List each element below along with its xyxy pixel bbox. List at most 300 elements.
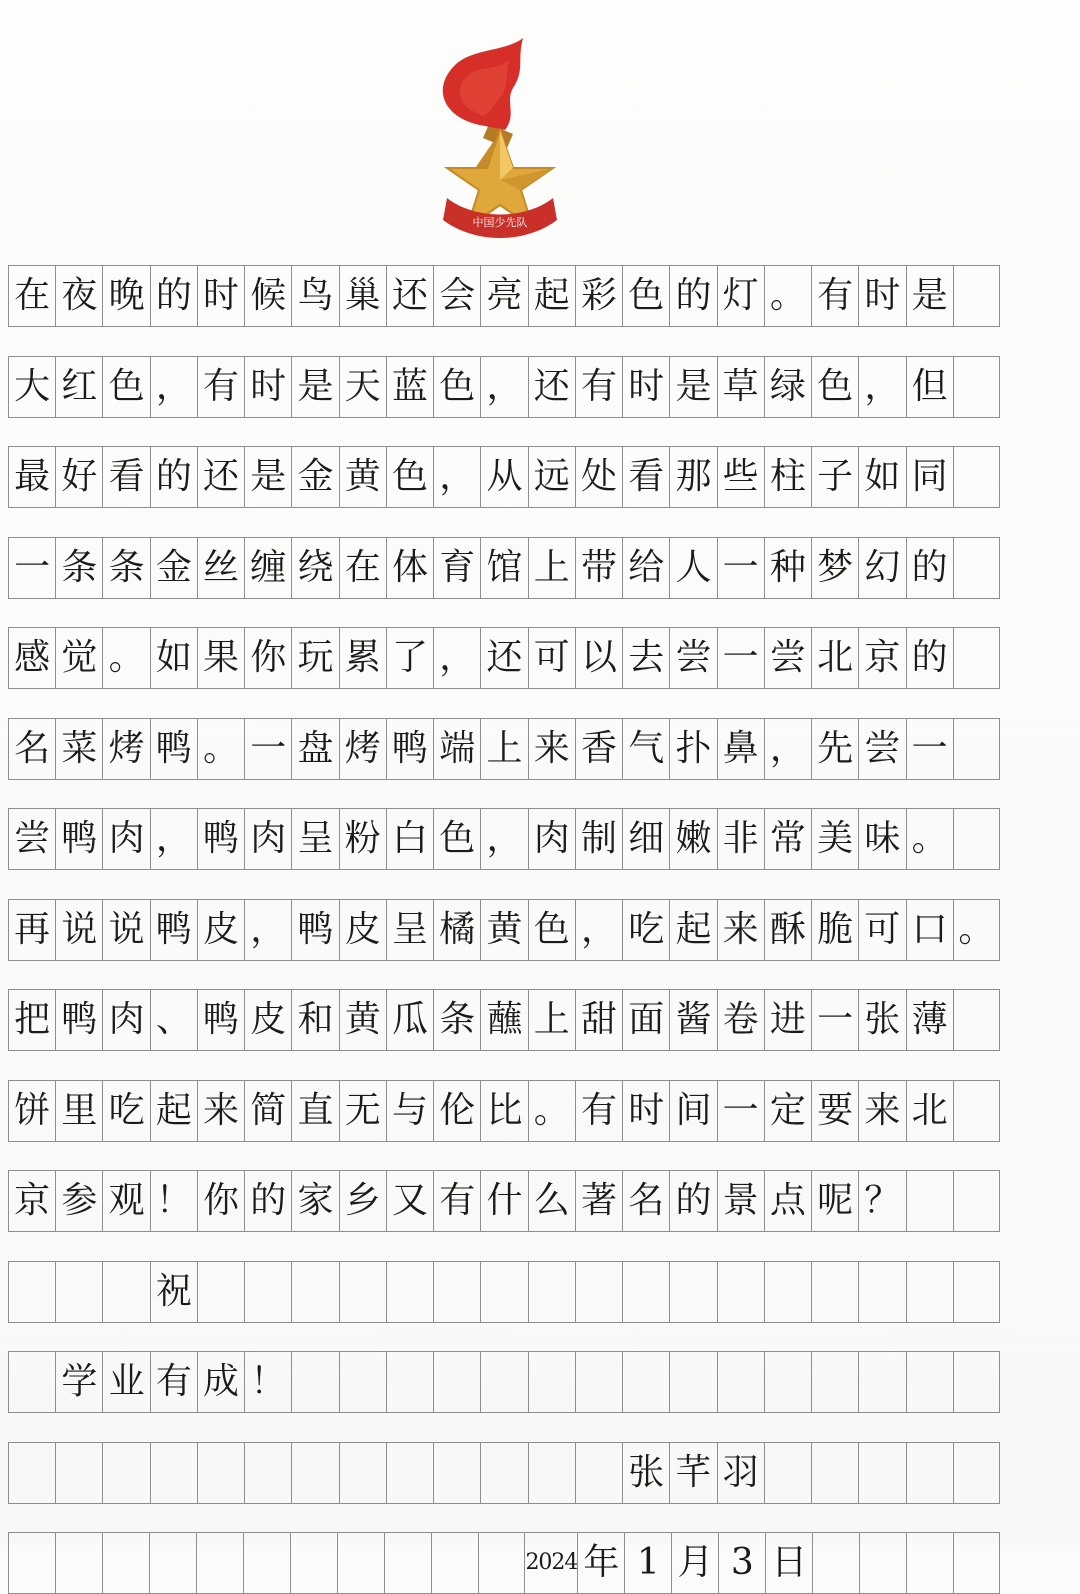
grid-cell xyxy=(337,1533,384,1593)
letter-char: 鸭 xyxy=(197,990,244,1050)
grid-cell xyxy=(858,1352,905,1412)
letter-char: 鸟 xyxy=(291,266,338,326)
letter-char: 感 xyxy=(8,628,55,688)
letter-char: 盘 xyxy=(291,719,338,779)
grid-cell xyxy=(8,1352,55,1412)
letter-char: 鸭 xyxy=(150,719,197,779)
letter-char: 色 xyxy=(528,900,575,960)
grid-cell xyxy=(339,1262,386,1322)
grid-cell xyxy=(858,1262,905,1322)
letter-char: 再 xyxy=(8,900,55,960)
letter-char: 什 xyxy=(480,1171,527,1231)
letter-char: 菜 xyxy=(55,719,102,779)
letter-char: 里 xyxy=(55,1081,102,1141)
letter-char: 么 xyxy=(528,1171,575,1231)
letter-char: 绿 xyxy=(764,357,811,417)
letter-char: 缠 xyxy=(244,538,291,598)
letter-char: 但 xyxy=(906,357,953,417)
grid-cell xyxy=(8,1262,55,1322)
letter-char: 草 xyxy=(717,357,764,417)
letter-char: 吃 xyxy=(102,1081,149,1141)
letter-char: 烤 xyxy=(339,719,386,779)
letter-char: 幻 xyxy=(858,538,905,598)
letter-char: 你 xyxy=(244,628,291,688)
grid-cell xyxy=(669,1262,716,1322)
letter-char: 肉 xyxy=(244,809,291,869)
letter-char: 金 xyxy=(150,538,197,598)
letter-char: 。 xyxy=(528,1081,575,1141)
letter-char: 金 xyxy=(291,447,338,507)
letter-char: 说 xyxy=(55,900,102,960)
signature-char: 芊 xyxy=(669,1443,716,1503)
letter-char: 如 xyxy=(858,447,905,507)
letter-char: 色 xyxy=(386,447,433,507)
letter-char: 时 xyxy=(197,266,244,326)
letter-char: 上 xyxy=(528,990,575,1050)
grid-cell xyxy=(339,1352,386,1412)
blessing-char: 有 xyxy=(150,1352,197,1412)
letter-char: 肉 xyxy=(102,809,149,869)
letter-char: 北 xyxy=(906,1081,953,1141)
letter-line xyxy=(8,808,1000,870)
letter-char: 起 xyxy=(669,900,716,960)
letter-char: 常 xyxy=(764,809,811,869)
letter-char: 。 xyxy=(906,809,953,869)
letter-char: 是 xyxy=(291,357,338,417)
letter-char: 还 xyxy=(386,266,433,326)
grid-cell xyxy=(244,1262,291,1322)
grid-cell xyxy=(906,1262,953,1322)
letter-char: ， xyxy=(858,357,905,417)
letter-char: 蓝 xyxy=(386,357,433,417)
grid-cell xyxy=(197,1262,244,1322)
letter-char: 条 xyxy=(102,538,149,598)
letter-char: 名 xyxy=(622,1171,669,1231)
letter-char: 色 xyxy=(433,809,480,869)
letter-char: 些 xyxy=(717,447,764,507)
letter-char: 口 xyxy=(906,900,953,960)
letter-char: 了 xyxy=(386,628,433,688)
letter-char: 的 xyxy=(906,628,953,688)
letter-char: 累 xyxy=(339,628,386,688)
letter-char: 鸭 xyxy=(291,900,338,960)
letter-char: 酱 xyxy=(669,990,716,1050)
letter-char: 的 xyxy=(906,538,953,598)
grid-cell xyxy=(764,1262,811,1322)
letter-char: 定 xyxy=(764,1081,811,1141)
grid-cell xyxy=(953,1352,1000,1412)
grid-cell xyxy=(433,1352,480,1412)
grid-cell xyxy=(291,1352,338,1412)
letter-char: 香 xyxy=(575,719,622,779)
letter-char: ， xyxy=(433,628,480,688)
letter-char: 是 xyxy=(906,266,953,326)
letter-char: 又 xyxy=(386,1171,433,1231)
letter-char: 是 xyxy=(244,447,291,507)
grid-cell xyxy=(953,266,1000,326)
grid-cell xyxy=(480,1352,527,1412)
grid-cell xyxy=(433,1262,480,1322)
grid-cell xyxy=(953,1533,1000,1593)
letter-char: 还 xyxy=(528,357,575,417)
letter-char: 皮 xyxy=(197,900,244,960)
letter-char: 有 xyxy=(811,266,858,326)
letter-char: 人 xyxy=(669,538,716,598)
letter-char: ？ xyxy=(858,1171,905,1231)
letter-char: 的 xyxy=(150,447,197,507)
letter-char: 观 xyxy=(102,1171,149,1231)
blessing-char: 业 xyxy=(102,1352,149,1412)
letter-line xyxy=(8,537,1000,599)
grid-cell xyxy=(669,1352,716,1412)
letter-char: 可 xyxy=(858,900,905,960)
letter-line xyxy=(8,627,1000,689)
letter-char: 呈 xyxy=(386,900,433,960)
letter-char: 一 xyxy=(717,1081,764,1141)
letter-char: 色 xyxy=(622,266,669,326)
letter-line xyxy=(8,265,1000,327)
letter-line xyxy=(8,1080,1000,1142)
letter-char: 时 xyxy=(622,1081,669,1141)
letter-char: 红 xyxy=(55,357,102,417)
letter-char: 彩 xyxy=(575,266,622,326)
letter-char: 如 xyxy=(150,628,197,688)
grid-cell xyxy=(291,1262,338,1322)
letter-line xyxy=(8,1170,1000,1232)
grid-cell xyxy=(480,1262,527,1322)
grid-cell xyxy=(55,1443,102,1503)
date-year-char: 年 xyxy=(577,1533,624,1593)
grid-cell xyxy=(953,1171,1000,1231)
grid-cell xyxy=(906,1352,953,1412)
grid-cell xyxy=(196,1533,243,1593)
letter-char: 把 xyxy=(8,990,55,1050)
letter-char: 张 xyxy=(858,990,905,1050)
letter-char: 烤 xyxy=(102,719,149,779)
letter-char: 呢 xyxy=(811,1171,858,1231)
letter-char: 去 xyxy=(622,628,669,688)
letter-char: 那 xyxy=(669,447,716,507)
letter-char: 瓜 xyxy=(386,990,433,1050)
grid-cell xyxy=(953,1443,1000,1503)
letter-char: 还 xyxy=(197,447,244,507)
letter-char: 是 xyxy=(669,357,716,417)
letter-char: 要 xyxy=(811,1081,858,1141)
letter-char: 灯 xyxy=(717,266,764,326)
letter-line xyxy=(8,718,1000,780)
letter-char: 蘸 xyxy=(480,990,527,1050)
grid-cell xyxy=(339,1443,386,1503)
grid-cell xyxy=(386,1443,433,1503)
letter-char: 制 xyxy=(575,809,622,869)
grid-cell xyxy=(622,1352,669,1412)
date-day-char: 日 xyxy=(765,1533,812,1593)
letter-char: 玩 xyxy=(291,628,338,688)
letter-char: 你 xyxy=(197,1171,244,1231)
grid-cell xyxy=(386,1352,433,1412)
letter-char: 北 xyxy=(811,628,858,688)
letter-char: 有 xyxy=(433,1171,480,1231)
letter-char: 丝 xyxy=(197,538,244,598)
grid-cell xyxy=(953,538,1000,598)
letter-char: 比 xyxy=(480,1081,527,1141)
letter-char: 天 xyxy=(339,357,386,417)
letter-char: 来 xyxy=(197,1081,244,1141)
grid-cell xyxy=(717,1262,764,1322)
letter-char: 在 xyxy=(339,538,386,598)
letter-char: 的 xyxy=(244,1171,291,1231)
grid-cell xyxy=(55,1533,102,1593)
letter-char: 夜 xyxy=(55,266,102,326)
letter-char: 黄 xyxy=(339,990,386,1050)
writing-grid xyxy=(8,265,1000,1583)
letter-char: 先 xyxy=(811,719,858,779)
grid-cell xyxy=(386,1262,433,1322)
letter-char: 最 xyxy=(8,447,55,507)
letter-char: 肉 xyxy=(528,809,575,869)
grid-cell xyxy=(8,1533,55,1593)
letter-char: 粉 xyxy=(339,809,386,869)
letter-char: 一 xyxy=(8,538,55,598)
grid-cell xyxy=(811,1352,858,1412)
letter-char: 候 xyxy=(244,266,291,326)
grid-cell xyxy=(102,1262,149,1322)
date-line xyxy=(8,1532,1000,1594)
letter-char: 种 xyxy=(764,538,811,598)
letter-char: 条 xyxy=(55,538,102,598)
letter-char: 黄 xyxy=(480,900,527,960)
letter-char: 景 xyxy=(717,1171,764,1231)
letter-char: 的 xyxy=(669,266,716,326)
grid-cell xyxy=(953,1081,1000,1141)
letter-char: 巢 xyxy=(339,266,386,326)
letter-char: 名 xyxy=(8,719,55,779)
letter-char: 吃 xyxy=(622,900,669,960)
date-month-char: 月 xyxy=(671,1533,718,1593)
letter-char: 皮 xyxy=(244,990,291,1050)
letter-char: 端 xyxy=(433,719,480,779)
letter-char: 远 xyxy=(528,447,575,507)
letter-char: 来 xyxy=(528,719,575,779)
date-month: 1 xyxy=(624,1533,671,1593)
letter-char: 肉 xyxy=(102,990,149,1050)
grid-cell xyxy=(764,1443,811,1503)
closing-wish: 祝 xyxy=(150,1262,197,1322)
letter-char: 薄 xyxy=(906,990,953,1050)
letter-char: 京 xyxy=(8,1171,55,1231)
letter-char: 甜 xyxy=(575,990,622,1050)
letter-char: 尝 xyxy=(764,628,811,688)
letter-char: 简 xyxy=(244,1081,291,1141)
letter-char: ， xyxy=(433,447,480,507)
letter-char: ， xyxy=(480,357,527,417)
letter-char: 。 xyxy=(197,719,244,779)
grid-cell xyxy=(764,1352,811,1412)
letter-char: 条 xyxy=(433,990,480,1050)
letter-char: 上 xyxy=(480,719,527,779)
letter-char: 觉 xyxy=(55,628,102,688)
letter-char: ， xyxy=(764,719,811,779)
grid-cell xyxy=(102,1443,149,1503)
letter-char: 看 xyxy=(102,447,149,507)
grid-cell xyxy=(906,1533,953,1593)
grid-cell xyxy=(290,1533,337,1593)
letter-char: 伦 xyxy=(433,1081,480,1141)
letter-char: 进 xyxy=(764,990,811,1050)
grid-cell xyxy=(244,1443,291,1503)
letter-char: 来 xyxy=(717,900,764,960)
letter-char: 鼻 xyxy=(717,719,764,779)
letter-char: 间 xyxy=(669,1081,716,1141)
grid-cell xyxy=(197,1443,244,1503)
letter-char: 一 xyxy=(811,990,858,1050)
letter-char: 乡 xyxy=(339,1171,386,1231)
letter-char: 处 xyxy=(575,447,622,507)
letter-char: 细 xyxy=(622,809,669,869)
letter-char: 橘 xyxy=(433,900,480,960)
date-year: 2024 xyxy=(524,1533,577,1593)
grid-cell xyxy=(149,1533,196,1593)
letter-char: 同 xyxy=(906,447,953,507)
letter-char: 酥 xyxy=(764,900,811,960)
letter-char: 有 xyxy=(197,357,244,417)
letter-char: 参 xyxy=(55,1171,102,1231)
letter-char: 和 xyxy=(291,990,338,1050)
letter-char: 尝 xyxy=(669,628,716,688)
letter-char: 说 xyxy=(102,900,149,960)
letter-char: 梦 xyxy=(811,538,858,598)
grid-cell xyxy=(622,1262,669,1322)
grid-cell xyxy=(859,1533,906,1593)
letter-char: 一 xyxy=(717,538,764,598)
letter-char: 育 xyxy=(433,538,480,598)
letter-char: 卷 xyxy=(717,990,764,1050)
letter-char: 鸭 xyxy=(386,719,433,779)
letter-char: 。 xyxy=(953,900,1000,960)
grid-cell xyxy=(433,1443,480,1503)
signature-char: 羽 xyxy=(717,1443,764,1503)
letter-char: 体 xyxy=(386,538,433,598)
grid-cell xyxy=(953,447,1000,507)
letter-char: 、 xyxy=(150,990,197,1050)
letter-char: 一 xyxy=(906,719,953,779)
letter-char: 馆 xyxy=(480,538,527,598)
grid-cell xyxy=(953,719,1000,779)
letter-char: 气 xyxy=(622,719,669,779)
letter-char: 带 xyxy=(575,538,622,598)
letter-char: 美 xyxy=(811,809,858,869)
grid-cell xyxy=(812,1533,859,1593)
letter-char: 从 xyxy=(480,447,527,507)
grid-cell xyxy=(528,1443,575,1503)
letter-char: 尝 xyxy=(858,719,905,779)
grid-cell xyxy=(102,1533,149,1593)
letter-char: 的 xyxy=(150,266,197,326)
grid-cell xyxy=(575,1443,622,1503)
letter-char: 色 xyxy=(811,357,858,417)
letter-char: 直 xyxy=(291,1081,338,1141)
letter-char: 脆 xyxy=(811,900,858,960)
blessing-char: 学 xyxy=(55,1352,102,1412)
letter-char: 可 xyxy=(528,628,575,688)
grid-cell xyxy=(811,1262,858,1322)
letter-char: 起 xyxy=(528,266,575,326)
letter-char: 面 xyxy=(622,990,669,1050)
signature-char: 张 xyxy=(622,1443,669,1503)
grid-cell xyxy=(478,1533,525,1593)
letter-char: 有 xyxy=(575,1081,622,1141)
grid-cell xyxy=(291,1443,338,1503)
letter-char: 家 xyxy=(291,1171,338,1231)
grid-cell xyxy=(528,1262,575,1322)
grid-cell xyxy=(906,1171,953,1231)
grid-cell xyxy=(575,1262,622,1322)
letter-char: 有 xyxy=(575,357,622,417)
grid-cell xyxy=(953,809,1000,869)
letter-char: 色 xyxy=(433,357,480,417)
letter-char: 鸭 xyxy=(55,809,102,869)
letter-char: 子 xyxy=(811,447,858,507)
letter-char: 绕 xyxy=(291,538,338,598)
letter-char: 点 xyxy=(764,1171,811,1231)
letter-char: 非 xyxy=(717,809,764,869)
letter-char: ， xyxy=(244,900,291,960)
letter-char: 时 xyxy=(622,357,669,417)
grid-cell xyxy=(953,990,1000,1050)
letter-char: ， xyxy=(575,900,622,960)
letter-line xyxy=(8,356,1000,418)
grid-cell xyxy=(55,1262,102,1322)
letter-char: 呈 xyxy=(291,809,338,869)
letter-char: 味 xyxy=(858,809,905,869)
letter-char: 时 xyxy=(244,357,291,417)
letter-char: 晚 xyxy=(102,266,149,326)
signature-line xyxy=(8,1442,1000,1504)
letter-char: ， xyxy=(150,357,197,417)
grid-cell xyxy=(150,1443,197,1503)
letter-char: 色 xyxy=(102,357,149,417)
letter-char: 起 xyxy=(150,1081,197,1141)
letter-char: 鸭 xyxy=(150,900,197,960)
grid-cell xyxy=(953,628,1000,688)
grid-cell xyxy=(858,1443,905,1503)
letter-char: 还 xyxy=(480,628,527,688)
grid-cell xyxy=(953,357,1000,417)
letter-char: 扑 xyxy=(669,719,716,779)
grid-cell xyxy=(8,1443,55,1503)
letter-char: 的 xyxy=(669,1171,716,1231)
grid-cell xyxy=(717,1352,764,1412)
young-pioneers-emblem xyxy=(425,30,575,245)
letter-char: 一 xyxy=(244,719,291,779)
ribbon-text: 中国少先队 xyxy=(472,216,528,229)
letter-char: 尝 xyxy=(8,809,55,869)
letter-char: 。 xyxy=(102,628,149,688)
letter-char: 在 xyxy=(8,266,55,326)
letter-char: 白 xyxy=(386,809,433,869)
letter-char: 上 xyxy=(528,538,575,598)
letter-char: ！ xyxy=(150,1171,197,1231)
letter-char: 饼 xyxy=(8,1081,55,1141)
grid-cell xyxy=(953,1262,1000,1322)
blessing-char: ！ xyxy=(244,1352,291,1412)
letter-char: 会 xyxy=(433,266,480,326)
letter-char: 无 xyxy=(339,1081,386,1141)
letter-char: 与 xyxy=(386,1081,433,1141)
grid-cell xyxy=(811,1443,858,1503)
grid-cell xyxy=(384,1533,431,1593)
grid-cell xyxy=(528,1352,575,1412)
